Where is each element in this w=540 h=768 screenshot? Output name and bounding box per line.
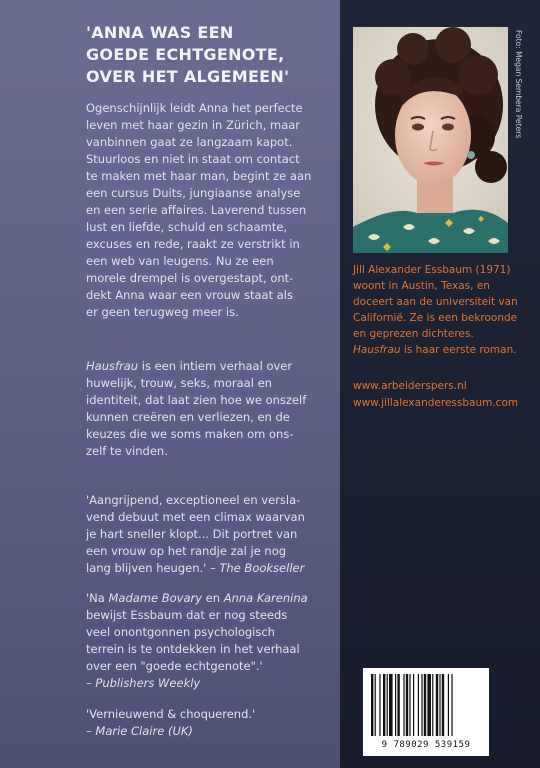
quote-text: en xyxy=(202,591,224,605)
bio-last-line xyxy=(353,342,535,358)
review-quote-bookseller xyxy=(86,492,334,577)
book-title: Hausfrau xyxy=(353,344,401,356)
quote-source: – Publishers Weekly xyxy=(86,676,201,690)
synopsis-summary xyxy=(86,358,334,460)
photo-credit: Foto: Megan Sembera Peters xyxy=(514,30,523,139)
book-reference: Madame Bovary xyxy=(108,591,203,605)
author-bio xyxy=(353,262,535,358)
bio-text: is haar eerste roman. xyxy=(400,344,517,356)
synopsis-line: leven met haar gezin in Zürich, maar xyxy=(86,118,301,132)
book-title: Hausfrau xyxy=(86,359,139,373)
barcode-bars xyxy=(363,668,489,740)
quote-line: 'Vernieuwend & choquerend.' xyxy=(86,707,256,721)
bio-line: en geprezen dichteres. xyxy=(353,328,474,340)
quote-line: een vrouw op het randje zal je nog xyxy=(86,544,287,558)
summary-first-line xyxy=(86,358,334,375)
synopsis-line: te maken met haar man, begint ze aan xyxy=(86,169,312,183)
quote-line: 'Aangrijpend, exceptioneel en versla- xyxy=(86,493,301,507)
headline xyxy=(86,22,336,88)
website-links xyxy=(353,378,535,412)
headline-line: GOEDE ECHTGENOTE, xyxy=(86,45,285,64)
quote-line: je hart sneller klopt... Dit portret van xyxy=(86,527,298,541)
quote-first-line xyxy=(86,590,334,607)
synopsis xyxy=(86,100,334,321)
quote-source: The Bookseller xyxy=(219,561,305,575)
synopsis-line: dekt Anna waar een vrouw staat als xyxy=(86,288,293,302)
author-portrait-illustration xyxy=(353,27,508,253)
quote-text: lang blijven heugen.' – xyxy=(86,561,220,575)
synopsis-line: vanbinnen gaat ze langzaam kapot. xyxy=(86,135,293,149)
quote-line: terrein is te ontdekken in het verhaal xyxy=(86,642,300,656)
quote-line: over een "goede echtgenote".' xyxy=(86,659,263,673)
summary-line: huwelijk, trouw, seks, moraal en xyxy=(86,376,272,390)
headline-line: 'ANNA WAS EEN xyxy=(86,23,234,42)
synopsis-line: morele drempel is overgestapt, ont- xyxy=(86,271,294,285)
quote-text: 'Na xyxy=(86,591,109,605)
summary-line: zelf te vinden. xyxy=(86,444,168,458)
synopsis-line: Ogenschijnlijk leidt Anna het perfecte xyxy=(86,101,303,115)
synopsis-line: excuses en rede, raakt ze verstrikt in xyxy=(86,237,300,251)
quote-last-line xyxy=(86,560,334,577)
synopsis-line: een web van leugens. Nu ze een xyxy=(86,254,274,268)
synopsis-line: er geen terugweg meer is. xyxy=(86,305,239,319)
synopsis-line: lust en liefde, schuld en schaamte, xyxy=(86,220,288,234)
bio-line: doceert aan de universiteit van xyxy=(353,296,518,308)
book-reference: Anna Karenina xyxy=(223,591,308,605)
bio-line: Jill Alexander Essbaum (1971) xyxy=(353,264,511,276)
isbn-number: 9 789029 539159 xyxy=(381,740,471,750)
summary-line: kunnen creëren en verliezen, en de xyxy=(86,410,290,424)
summary-text: is een intiem verhaal over xyxy=(138,359,293,373)
headline-line: OVER HET ALGEMEEN' xyxy=(86,67,290,86)
quote-source: – Marie Claire (UK) xyxy=(86,724,193,738)
author-photo xyxy=(353,27,508,253)
author-website-link[interactable]: www.jillalexanderessbaum.com xyxy=(353,397,519,409)
quote-line: vend debuut met een climax waarvan xyxy=(86,510,305,524)
publisher-website-link[interactable]: www.arbeiderspers.nl xyxy=(353,380,467,392)
quote-line: veel onontgonnen psychologisch xyxy=(86,625,275,639)
quote-line: bewijst Essbaum dat er nog steeds xyxy=(86,608,288,622)
review-quote-marie-claire xyxy=(86,706,334,740)
synopsis-line: en een serie affaires. Laverend tussen xyxy=(86,203,307,217)
bio-line: woont in Austin, Texas, en xyxy=(353,280,490,292)
review-quote-publishers-weekly xyxy=(86,590,334,692)
isbn-barcode xyxy=(363,668,489,756)
bio-line: Californië. Ze is een bekroonde xyxy=(353,312,518,324)
synopsis-line: een cursus Duits, jungiaanse analyse xyxy=(86,186,301,200)
summary-line: keuzes die we soms maken om ons- xyxy=(86,427,294,441)
synopsis-line: Stuurloos en niet in staat om contact xyxy=(86,152,300,166)
summary-line: identiteit, dat laat zien hoe we onszelf xyxy=(86,393,307,407)
